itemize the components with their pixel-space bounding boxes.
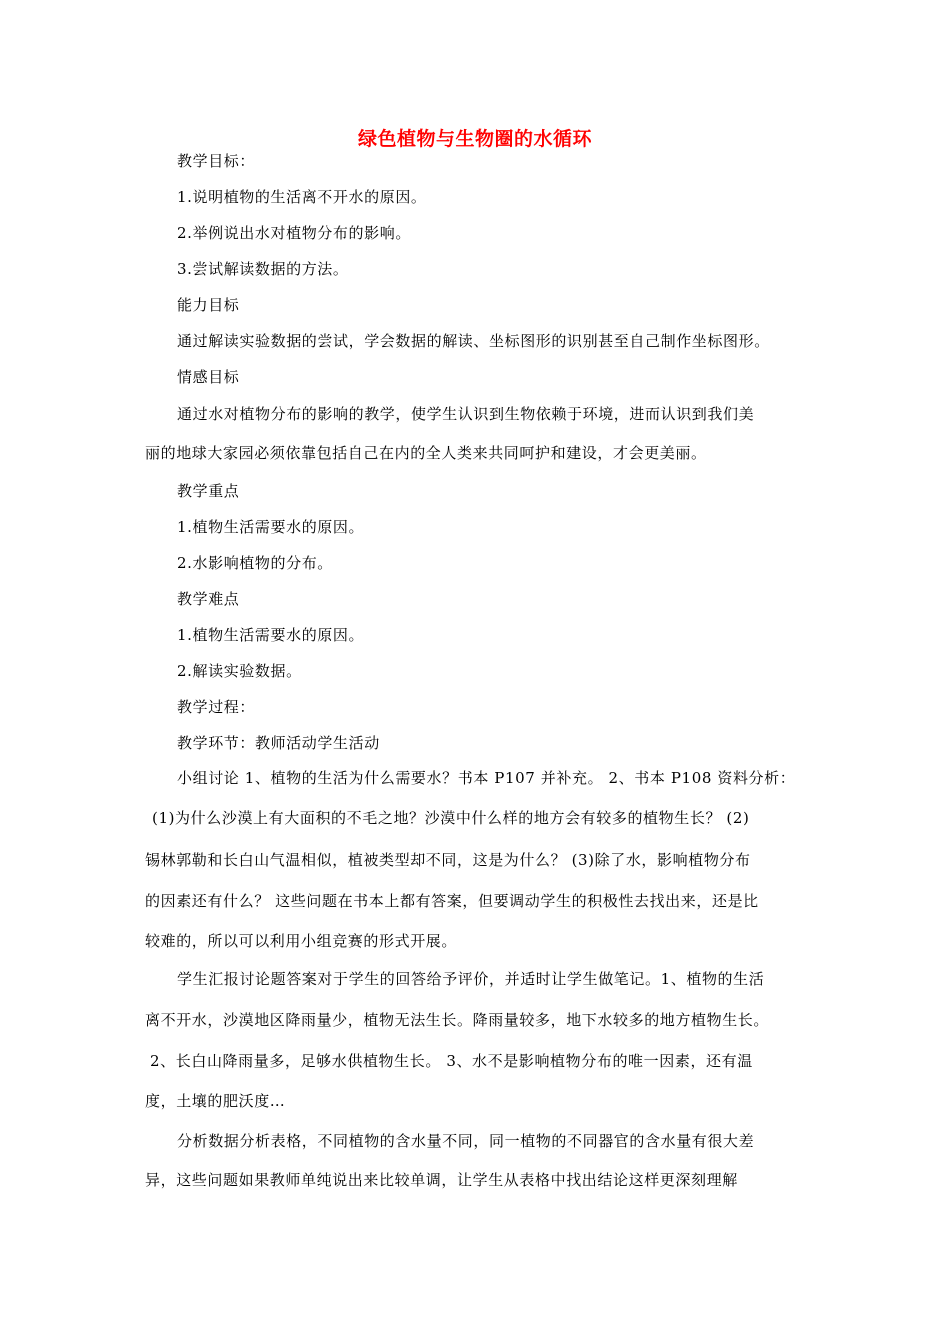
emotion-goal-line-1: 通过水对植物分布的影响的教学，使学生认识到生物依赖于环境，进而认识到我们美 [177,405,755,423]
heading-key-points: 教学重点 [177,482,240,500]
heading-teaching-goals: 教学目标： [177,152,256,170]
report-line-4: 度，土壤的肥沃度… [145,1092,286,1110]
key-point-1: 1.植物生活需要水的原因。 [177,518,365,536]
report-line-2: 离不开水，沙漠地区降雨量少，植物无法生长。降雨量较多，地下水较多的地方植物生长。 [145,1011,770,1029]
heading-teaching-process: 教学过程： [177,698,256,716]
heading-difficulties: 教学难点 [177,590,240,608]
key-point-2: 2.水影响植物的分布。 [177,554,333,572]
discussion-line-4: 的因素还有什么？ 这些问题在书本上都有答案，但要调动学生的积极性去找出来，还是比 [145,892,759,910]
heading-emotion-goals: 情感目标 [177,368,240,386]
ability-goal-text: 通过解读实验数据的尝试，学会数据的解读、坐标图形的识别甚至自己制作坐标图形。 [177,332,770,350]
difficulty-2: 2.解读实验数据。 [177,662,302,680]
emotion-goal-line-2: 丽的地球大家园必须依靠包括自己在内的全人类来共同呵护和建设，才会更美丽。 [145,444,707,462]
discussion-line-2: (1)为什么沙漠上有大面积的不毛之地？沙漠中什么样的地方会有较多的植物生长？ (2) [152,809,750,827]
discussion-line-1: 小组讨论 1、植物的生活为什么需要水？书本 P107 并补充。 2、书本 P108 资料分析： [177,769,796,787]
goal-item-1: 1.说明植物的生活离不开水的原因。 [177,188,427,206]
report-line-3: 2、长白山降雨量多，足够水供植物生长。 3、水不是影响植物分布的唯一因素，还有温 [150,1052,753,1070]
discussion-line-3: 锡林郭勒和长白山气温相似，植被类型却不同，这是为什么？ (3)除了水，影响植物分布 [145,851,751,869]
teaching-step-header: 教学环节：教师活动学生活动 [177,734,380,752]
analysis-line-2: 异，这些问题如果教师单纯说出来比较单调，让学生从表格中找出结论这样更深刻理解 [145,1171,738,1189]
heading-ability-goals: 能力目标 [177,296,240,314]
discussion-line-5: 较难的，所以可以利用小组竞赛的形式开展。 [145,932,458,950]
report-line-1: 学生汇报讨论题答案对于学生的回答给予评价，并适时让学生做笔记。1、植物的生活 [177,970,765,988]
document-title: 绿色植物与生物圈的水循环 [357,128,592,150]
difficulty-1: 1.植物生活需要水的原因。 [177,626,365,644]
goal-item-2: 2.举例说出水对植物分布的影响。 [177,224,411,242]
analysis-line-1: 分析数据分析表格，不同植物的含水量不同，同一植物的不同器官的含水量有很大差 [177,1132,755,1150]
goal-item-3: 3.尝试解读数据的方法。 [177,260,349,278]
